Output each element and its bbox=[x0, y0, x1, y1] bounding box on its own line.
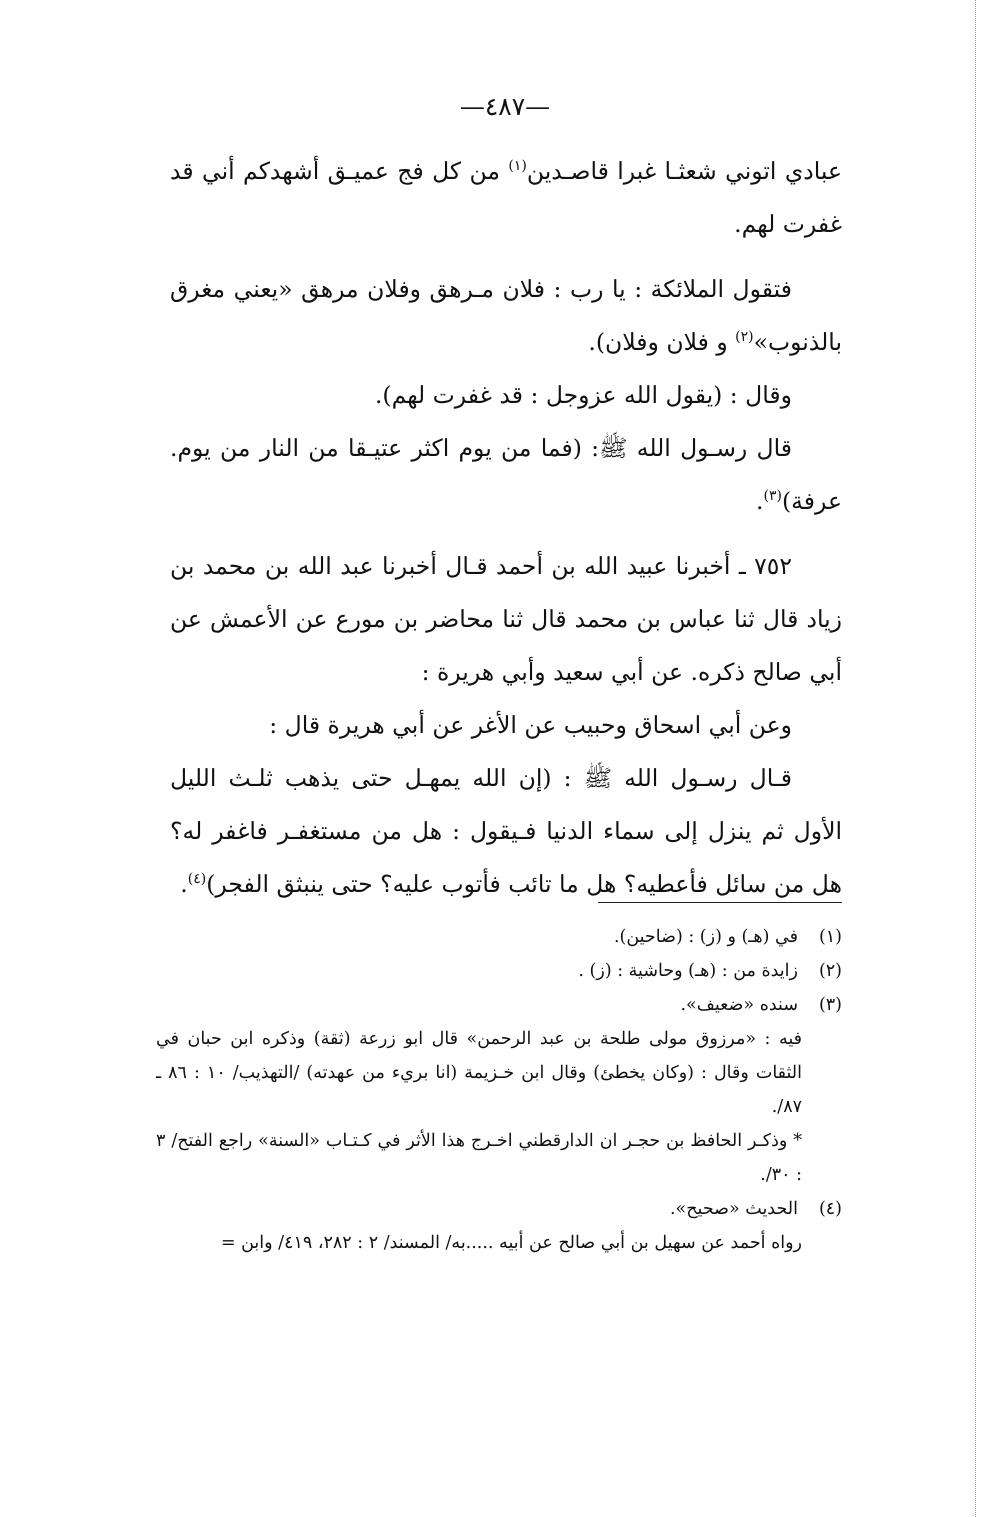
paragraph-7 bbox=[170, 752, 842, 911]
footnote-2 bbox=[156, 954, 842, 988]
paragraph-2 bbox=[170, 263, 842, 369]
footnote-4 bbox=[156, 1192, 842, 1226]
footnote-divider bbox=[598, 902, 842, 903]
footnote-4-number: (٤) bbox=[818, 1199, 842, 1219]
footnote-ref-1: (١) bbox=[508, 158, 527, 175]
footnotes bbox=[156, 920, 842, 1260]
footnote-3-note: * وذكـر الحافظ بن حجـر ان الدارقطني اخـرج هذا الأثر في كـتـاب «السنة» راجع الفتح/ ٣ : ٣٠/. bbox=[156, 1131, 802, 1185]
page-number: —٤٨٧— bbox=[459, 92, 551, 121]
footnote-1-text: في (هـ) و (ز) : (ضاحين). bbox=[613, 927, 798, 947]
footnote-2-number: (٢) bbox=[818, 961, 842, 981]
paragraph-7-text: قـال رسـول الله ﷺ : (إن الله يمهـل حتى يذهب ثلـث الليل الأول ثم ينزل إلى سماء الدنيا فـيقول : هل من مستغفـر فاغفر له؟ هل من سائل فأعطيه؟ هل ما تائب فأتوب عليه؟ حتى ينبثق الفجر) bbox=[170, 764, 842, 898]
footnote-3-number: (٣) bbox=[818, 995, 842, 1015]
paragraph-1 bbox=[170, 145, 842, 251]
footnote-2-text: زايدة من : (هـ) وحاشية : (ز) . bbox=[578, 961, 798, 981]
paragraph-7-text-cont: . bbox=[180, 870, 188, 898]
footnote-3-detail: فيه : «مرزوق مولى طلحة بن عبد الرحمن» قال ابو زرعة (ثقة) وذكره ابن حبان في الثقات وقال : (وكان يخطئ) وقال ابن خـزيمة (انا بريء من عهدته) /التهذيب/ ١٠ : ٨٦ ـ ٨٧/. bbox=[156, 1029, 802, 1117]
footnote-4-text: الحديث «صحيح». bbox=[669, 1199, 798, 1219]
main-text bbox=[170, 145, 842, 911]
footnote-ref-2: (٢) bbox=[735, 329, 754, 346]
paragraph-1-text-cont: من كل فج عميـق أشهدكم أني قد غفرت لهم. bbox=[170, 157, 842, 238]
footnote-1-number: (١) bbox=[818, 927, 842, 947]
paragraph-4 bbox=[170, 422, 842, 528]
footnote-1 bbox=[156, 920, 842, 954]
paragraph-4-text: قال رسـول الله ﷺ: (فما من يوم اكثر عتيـقا من النار من يوم. عرفة) bbox=[170, 434, 842, 515]
paragraph-4-text-cont: . bbox=[756, 487, 764, 515]
footnote-4-detail: رواه أحمد عن سهيل بن أبي صالح عن أبيه .....به/ المسند/ ٢ : ٢٨٢، ٤١٩/ وابن = bbox=[220, 1233, 802, 1253]
scan-edge-line bbox=[975, 0, 976, 1517]
footnote-ref-4: (٤) bbox=[187, 871, 207, 888]
paragraph-3: وقال : (يقول الله عزوجل : قد غفرت لهم). bbox=[374, 381, 792, 409]
footnote-3-text: سنده «ضعيف». bbox=[680, 995, 798, 1015]
paragraph-2-text: فتقول الملائكة : يا رب : فلان مـرهق وفلان مرهق «يعني مغرق بالذنوب» bbox=[170, 275, 842, 356]
paragraph-2-text-cont: و فلان وفلان). bbox=[588, 328, 736, 356]
paragraph-1-text: عبادي اتوني شعثـا غبرا قاصـدين bbox=[526, 157, 842, 185]
paragraph-6: وعن أبي اسحاق وحبيب عن الأغر عن أبي هريرة قال : bbox=[269, 711, 792, 739]
footnote-ref-3: (٣) bbox=[763, 488, 782, 505]
footnote-3 bbox=[156, 988, 842, 1022]
paragraph-hadith-752: ٧٥٢ ـ أخبرنا عبيد الله بن أحمد قـال أخبرنا عبد الله بن محمد بن زياد قال ثنا عباس بن محمد قال ثنا محاضر بن مورع عن الأعمش عن أبي صالح ذكره. عن أبي سعيد وأبي هريرة : bbox=[170, 552, 842, 686]
